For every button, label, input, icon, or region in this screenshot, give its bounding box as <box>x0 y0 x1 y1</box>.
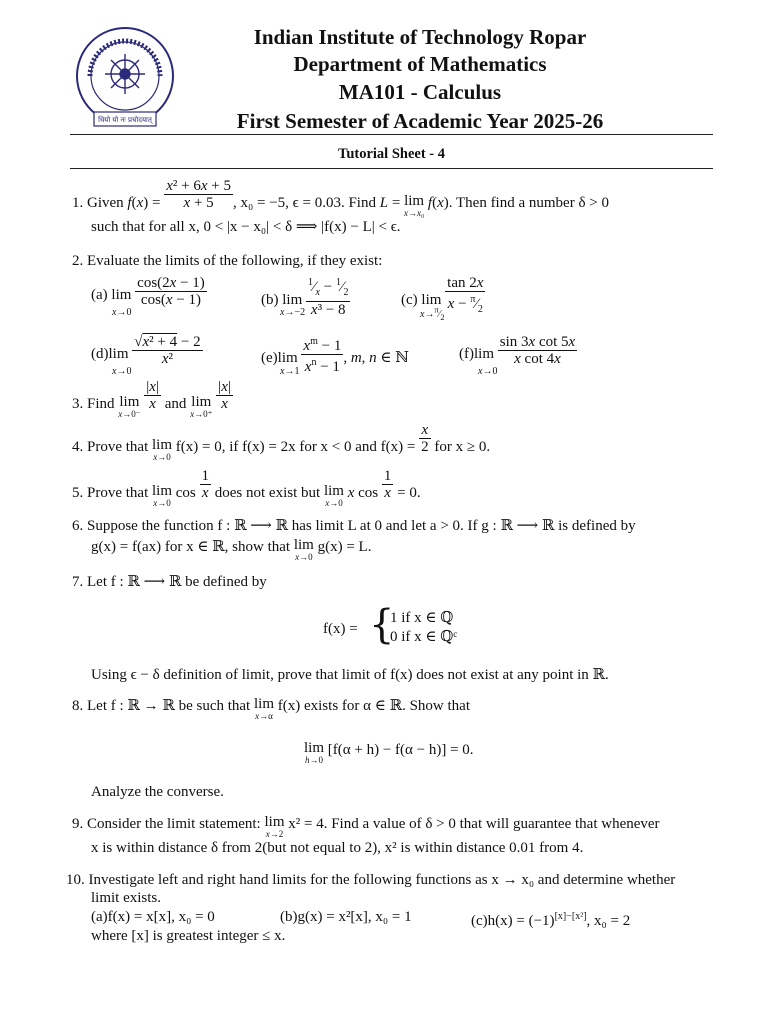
tutorial-page: धियो यो नः प्रचोदयात् Indian Institute of Technology Ropar Department of Mathematics MA101 - Calculus First Semester of Academic Year 2025-26 Tutorial Sheet - 4 1. Given f(x) = $\frac{\text{x² + 6x + 5}}{x + 5}$ , x₀ = −5, ϵ = 0.03. Find L = lim x→x₀ f(x). Then find a number δ > 0 such that for all x, 0 < |x − x₀| < δ ⟹ |f(x) − L| < ϵ. 2. Evaluate the limits of the following, if they exist: (a) lim $\frac{\cos(2x - 1)}{\cos(x - 1)}$ x→0 (b) lim $\frac{^1⁄_x - ^1⁄_2}{\text{x³ − 8}}$ x→−2 (c) lim $\frac{\tan 2x}{x - ^\pi⁄_2}$ $x\to^\pi⁄_2$ (d)lim $\frac{\text{√x² + 4 − 2}}{\text{x²}}$ x→0 (e)lim $\frac{x^m - 1}{x^n - 1}$ , m, n ∈ ℕ x→1 (f)lim $\frac{\text{sin 3x cot 5x}}{\text{x cot 4x}}$ x→0 3. Find lim x→0⁻ $\frac{|x|}{x}$ and lim x→0⁺ $\frac{|x|}{x}$ 4. Prove that lim x→0 f(x) = 0, if f(x) = 2x for x < 0 and f(x) = $\frac{x}{2}$ for x ≥ 0. 5. Prove that lim x→0 cos $\frac{1}{x}$ does not exist but lim x→0 x cos $\frac{1}{x}$ = 0. 6. Suppose the function f : ℝ ⟶ ℝ has limit L at 0 and let a > 0. If g : ℝ ⟶ ℝ is defined by g(x) = f(ax) for x ∈ ℝ, show that lim x→0 g(x) = L. 7. Let f : ℝ ⟶ ℝ be defined by f(x) = { 1 if x ∈ ℚ 0 if x ∈ ℚᶜ Using ϵ − δ definition of limit, prove that limit of f(x) does not exist at any point in ℝ. 8. Let f : ℝ → ℝ be such that lim x→α f(x) exists for α ∈ ℝ. Show that lim h→0 [f(α + h) − f(α − h)] = 0. Analyze the converse. 9. Consider the limit statement: lim x→2 x² = 4. Find a value of δ > 0 that will guarantee that whenever x is within distance δ from 2(but not equal to 2), x² is within distance 0.01 from 4. 10. Investigate left and right hand limits for the following functions as x → x₀ and determine whether limit exists. (a)f(x) = x[x], x₀ = 0 (b)g(x) = x²[x], x₀ = 1 (c)h(x) = (−1)[x]−[x²], x₀ = 2 where [x] is greatest integer ≤ x. <box>0 0 768 1024</box>
title-rule <box>70 168 713 169</box>
institute-seal-icon <box>70 24 180 132</box>
problem-8-line1: 8. Let f : ℝ → ℝ be such that lim x→α f(x) exists for α ∈ ℝ. Show that <box>72 696 470 721</box>
problem-7-intro: 7. Let f : ℝ ⟶ ℝ be defined by <box>72 574 267 590</box>
problem-10-line1: 10. Investigate left and right hand limits for the following functions as x → x₀ and determine whether <box>66 872 676 888</box>
course-title: MA101 - Calculus <box>338 80 502 104</box>
problem-7-task: Using ϵ − δ definition of limit, prove that limit of f(x) does not exist at any point in ℝ. <box>91 667 609 683</box>
problem-2b: (b) lim $\frac{^1⁄_x - ^1⁄_2}{\text{x³ − 8}}$ <box>261 277 349 318</box>
problem-3: 3. Find lim x→0⁻ $\frac{|x|}{x}$ and lim x→0⁺ $\frac{|x|}{x}$ <box>72 379 231 419</box>
problem-7-fx: f(x) = <box>323 621 358 637</box>
problem-1-line2: such that for all x, 0 < |x − x₀| < δ ⟹ |f(x) − L| < ϵ. <box>91 219 401 235</box>
problem-7-case1: 1 if x ∈ ℚ <box>390 610 454 626</box>
semester-title: First Semester of Academic Year 2025-26 <box>236 109 604 133</box>
problem-9-line2: x is within distance δ from 2(but not equal to 2), x² is within distance 0.01 from 4. <box>91 840 584 856</box>
problem-8-converse: Analyze the converse. <box>91 784 224 800</box>
problem-1-line1: 1. Given f(x) = $\frac{\text{x² + 6x + 5}}{x + 5}$ , x₀ = −5, ϵ = 0.03. Find L = lim x→x₀ f(x). Then find a number δ > 0 <box>72 178 609 218</box>
problem-2-intro: 2. Evaluate the limits of the following, if they exist: <box>72 253 383 269</box>
problem-2c: (c) lim $\frac{\tan 2x}{x - ^\pi⁄_2}$ <box>401 275 484 315</box>
problem-4: 4. Prove that lim x→0 f(x) = 0, if f(x) = 2x for x < 0 and f(x) = $\frac{x}{2}$ for x ≥ 0. <box>72 422 491 462</box>
problem-6-line1: 6. Suppose the function f : ℝ ⟶ ℝ has limit L at 0 and let a > 0. If g : ℝ ⟶ ℝ is defined by <box>72 518 636 534</box>
problem-2e: (e)lim $\frac{x^m - 1}{x^n - 1}$ , m, n ∈ ℕ <box>261 336 409 375</box>
problem-10b: (b)g(x) = x²[x], x₀ = 1 <box>280 909 412 925</box>
problem-2a: (a) lim $\frac{\cos(2x - 1)}{\cos(x - 1)}$ <box>91 275 205 308</box>
problem-6-line2: g(x) = f(ax) for x ∈ ℝ, show that lim x→0 g(x) = L. <box>91 537 372 562</box>
problem-10-line2: limit exists. <box>91 890 162 906</box>
problem-7-case2: 0 if x ∈ ℚᶜ <box>390 629 458 645</box>
piecewise-brace: { <box>369 602 395 648</box>
sheet-title: Tutorial Sheet - 4 <box>337 146 445 162</box>
problem-8-equation: lim h→0 [f(α + h) − f(α − h)] = 0. <box>304 740 474 765</box>
seal-motto: धियो यो नः प्रचोदयात् <box>98 116 152 124</box>
problem-2d: (d)lim $\frac{\text{√x² + 4 − 2}}{\text{x²}}$ <box>91 334 201 367</box>
header-rule <box>70 134 713 135</box>
problem-10c: (c)h(x) = (−1)[x]−[x²], x₀ = 2 <box>471 911 631 929</box>
problem-2f: (f)lim $\frac{\text{sin 3x cot 5x}}{\text{x cot 4x}}$ <box>459 334 576 367</box>
institute-name: Indian Institute of Technology Ropar <box>253 25 587 49</box>
problem-10a: (a)f(x) = x[x], x₀ = 0 <box>91 909 215 925</box>
problem-5: 5. Prove that lim x→0 cos $\frac{1}{x}$ does not exist but lim x→0 x cos $\frac{1}{x}$ = 0. <box>72 468 421 508</box>
problem-9-line1: 9. Consider the limit statement: lim x→2 x² = 4. Find a value of δ > 0 that will guarantee that whenever <box>72 814 660 839</box>
problem-10-note: where [x] is greatest integer ≤ x. <box>91 928 286 944</box>
department-name: Department of Mathematics <box>293 52 547 76</box>
